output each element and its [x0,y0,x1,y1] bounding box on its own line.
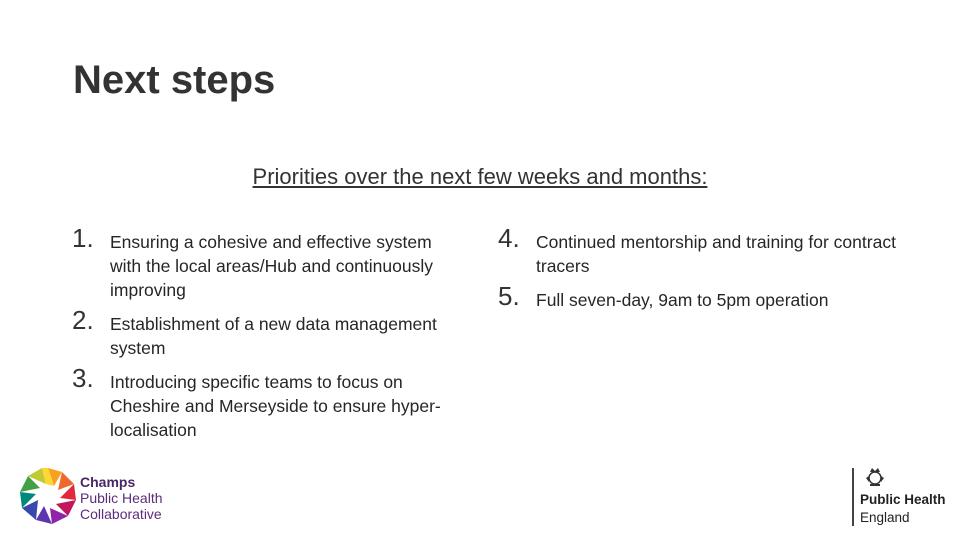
phe-logo-text [860,491,946,527]
item-number: 5. [498,281,520,311]
item-number: 3. [72,363,94,393]
item-text: Introducing specific teams to focus on Cheshire and Merseyside to ensure hyper-localisation [110,372,441,440]
list-item [498,223,898,278]
list-item [72,305,462,360]
champs-logo-line3: Collaborative [80,506,162,522]
item-number: 4. [498,223,520,253]
item-text: Establishment of a new data management system [110,314,437,358]
slide-subtitle: Priorities over the next few weeks and months: [252,164,708,189]
item-text: Continued mentorship and training for contract tracers [536,232,896,276]
slide-title: Next steps [73,58,276,102]
list-item [498,281,898,312]
champs-logo-line2: Public Health [80,490,163,506]
champs-logo-text [80,474,163,522]
item-number: 1. [72,223,94,253]
priority-list-left [72,223,462,452]
champs-logo-line1: Champs [80,474,136,490]
phe-divider [852,468,854,526]
item-number: 2. [72,305,94,335]
royal-crest-icon [864,466,886,488]
priority-list-right [498,223,898,322]
list-item [72,363,462,442]
list-item [72,223,462,302]
phe-logo-line2: England [860,510,910,525]
item-text: Ensuring a cohesive and effective system with the local areas/Hub and continuously improving [110,232,433,300]
phe-logo-line1: Public Health [860,492,946,507]
item-text: Full seven-day, 9am to 5pm operation [536,290,829,310]
